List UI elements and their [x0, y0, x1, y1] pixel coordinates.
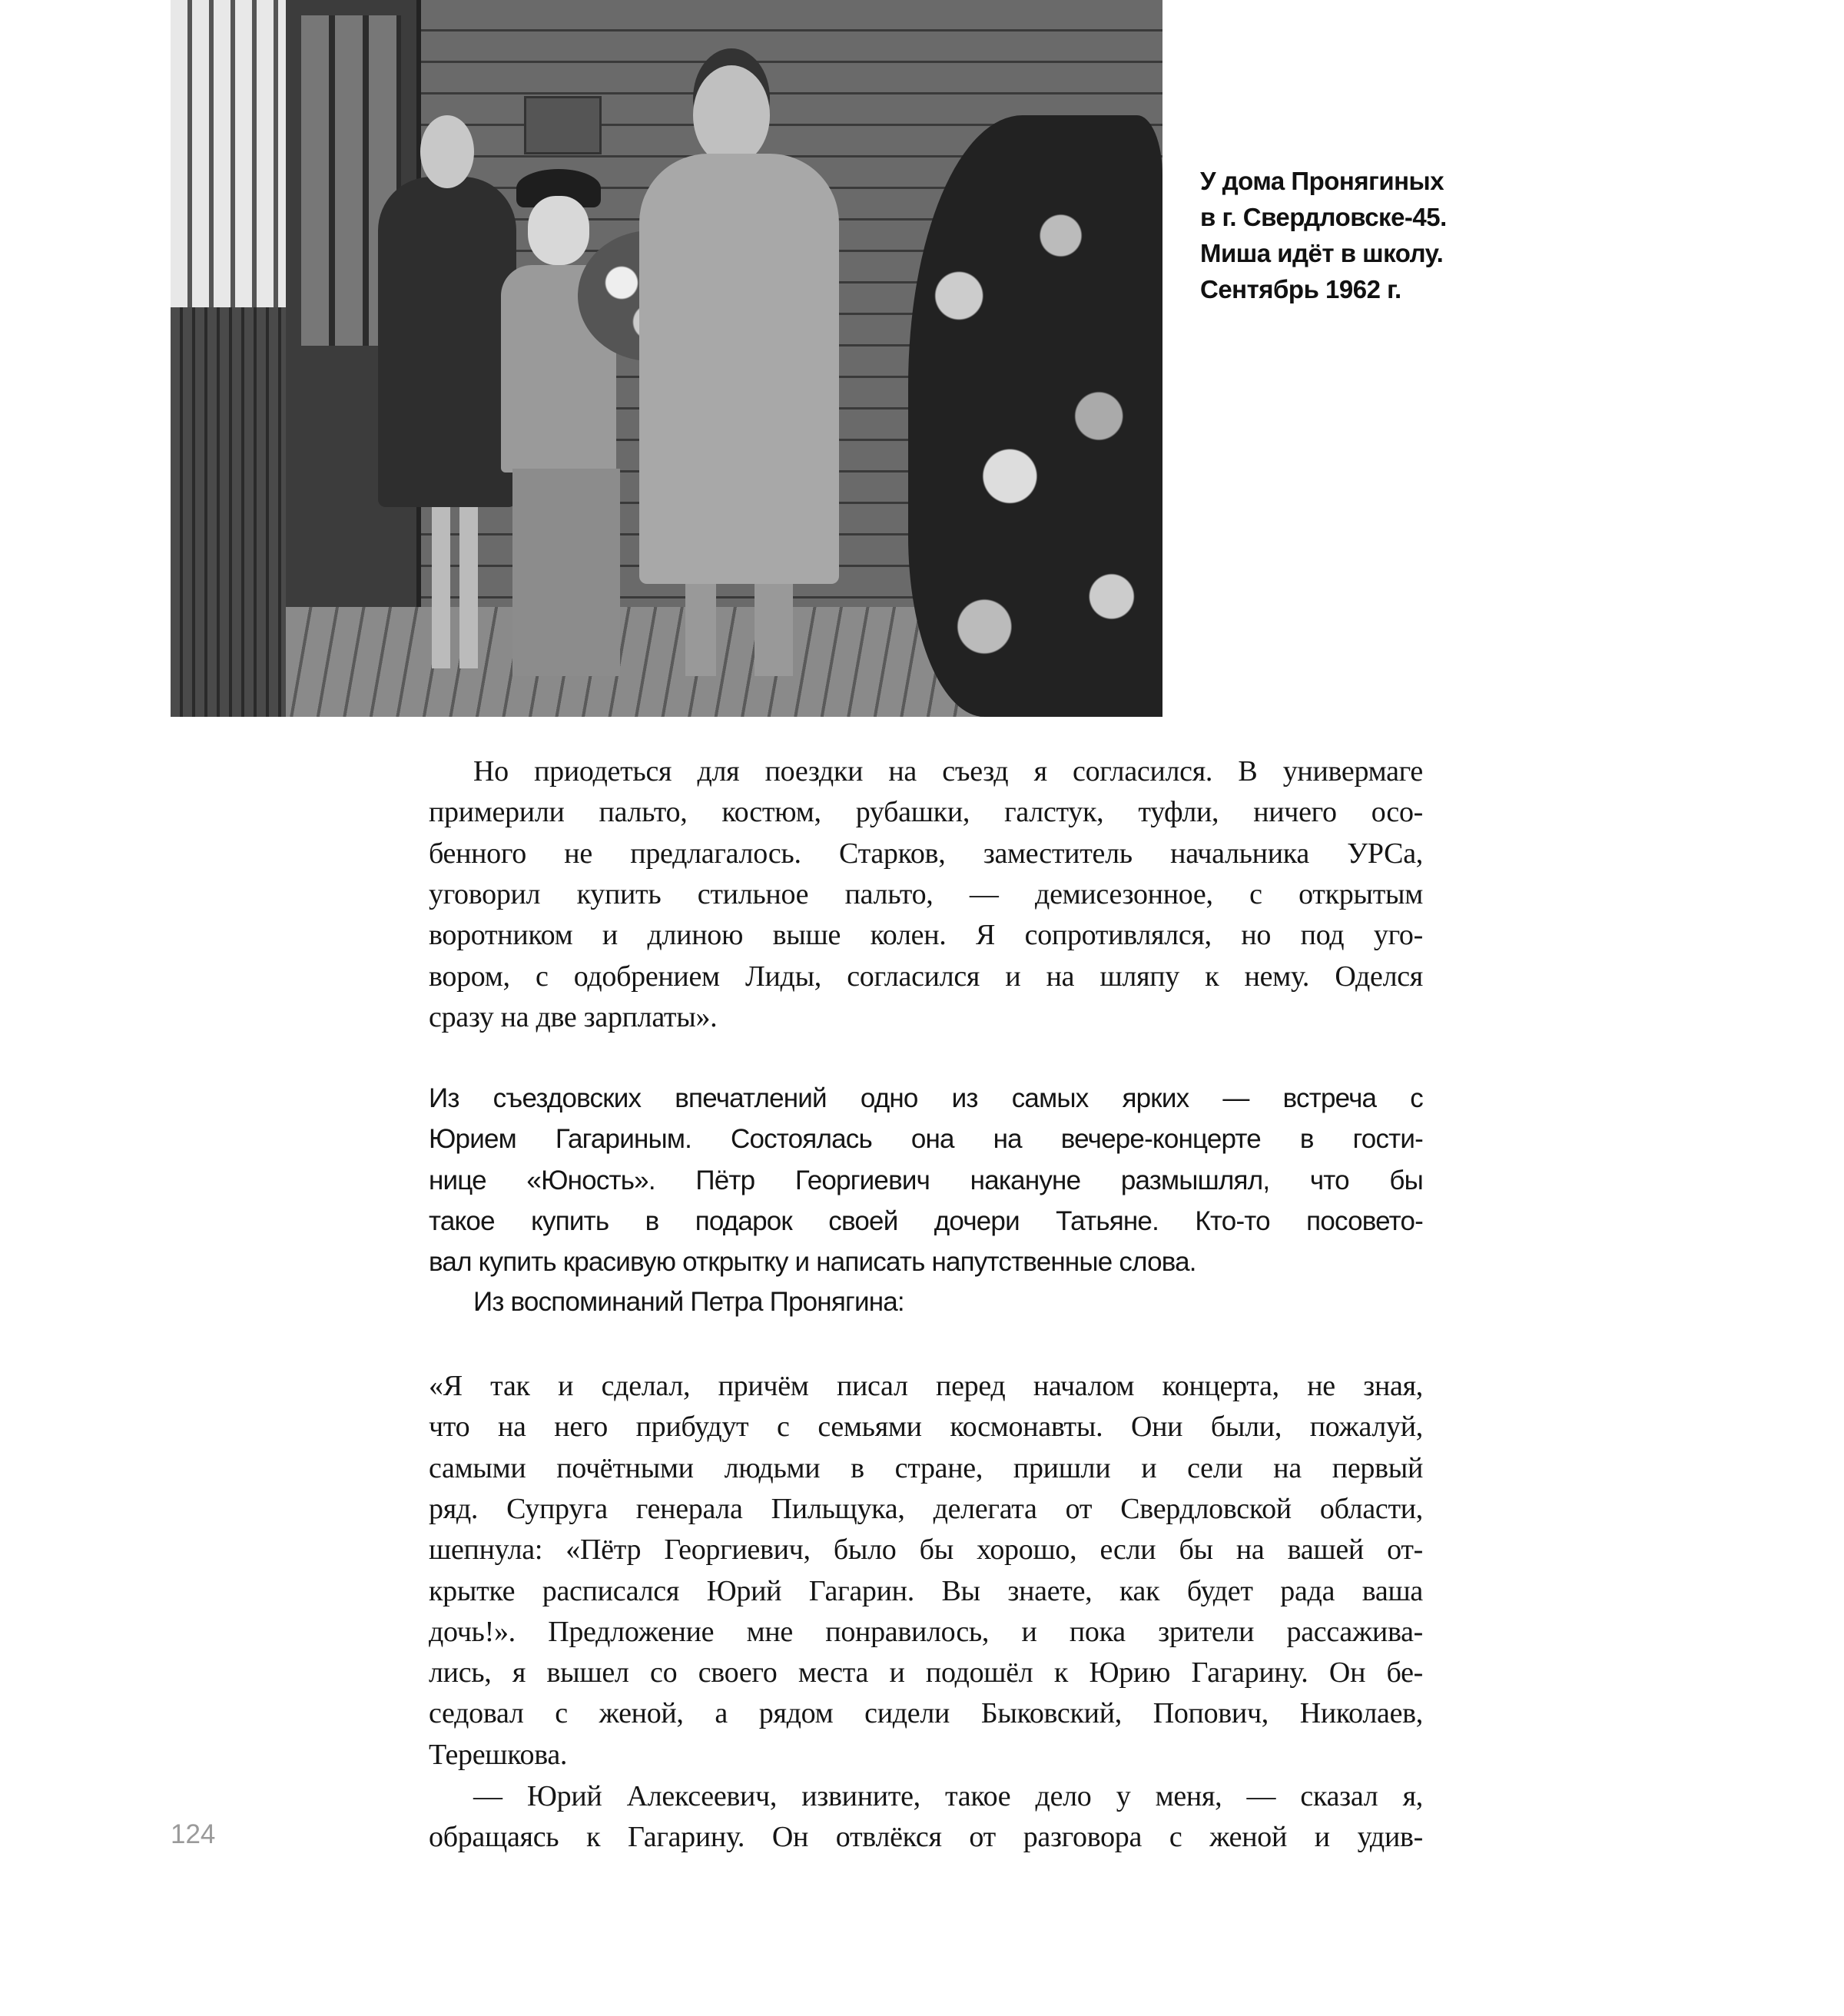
photo-wall-left	[171, 307, 286, 717]
paragraph-1-line: примерили пальто, костюм, рубашки, галстук, туфли, ничего осо-	[429, 796, 1423, 829]
paragraph-2-line: Юрием Гагариным. Состоялась она на вечере-концерте в гости-	[429, 1124, 1423, 1155]
photo-boy-trousers	[512, 469, 620, 676]
photo-woman-head	[693, 65, 770, 165]
photo-window-frame	[171, 0, 286, 307]
archival-photo	[171, 0, 1162, 717]
paragraph-4-line: лись, я вышел со своего места и подошёл к Юрию Гагарину. Он бе-	[429, 1656, 1423, 1689]
paragraph-1-line: Но приодеться для поездки на съезд я согласился. В универмаге	[473, 755, 1423, 788]
photo-bush	[908, 115, 1162, 717]
photo-girl	[378, 177, 516, 507]
paragraph-5-line: обращаясь к Гагарину. Он отвлёкся от разговора с женой и удив-	[429, 1821, 1423, 1854]
photo-caption	[1200, 163, 1447, 307]
caption-line: Миша идёт в школу.	[1200, 239, 1444, 267]
photo-girl-head	[420, 115, 474, 188]
paragraph-4-line: самыми почётными людьми в стране, пришли и сели на первый	[429, 1451, 1423, 1484]
paragraph-2-line: Из съездовских впечатлений одно из самых ярких — встреча с	[429, 1083, 1423, 1113]
paragraph-1-line: сразу на две зарплаты».	[429, 1000, 718, 1033]
paragraph-5-line: — Юрий Алексеевич, извините, такое дело у меня, — сказал я,	[473, 1780, 1423, 1812]
paragraph-4-line: седовал с женой, а рядом сидели Быковский, Попович, Николаев,	[429, 1697, 1423, 1730]
photo-girl-legs	[432, 507, 478, 668]
paragraph-1-line: воротником и длиною выше колен. Я сопротивлялся, но под уго-	[429, 919, 1423, 952]
page-number: 124	[171, 1819, 216, 1849]
paragraph-1-line: бенного не предлагалось. Старков, заместитель начальника УРСа,	[429, 837, 1423, 870]
paragraph-2-line: такое купить в подарок своей дочери Татьяне. Кто-то посовето-	[429, 1205, 1423, 1236]
paragraph-4-line: дочь!». Предложение мне понравилось, и пока зрители рассажива-	[429, 1615, 1423, 1648]
photo-woman-legs	[685, 584, 793, 676]
paragraph-2-line: вал купить красивую открытку и написать напутственные слова.	[429, 1247, 1196, 1278]
paragraph-4-line: что на него прибудут с семьями космонавты. Они были, пожалуй,	[429, 1411, 1423, 1444]
paragraph-4-line: шепнула: «Пётр Георгиевич, было бы хорошо, если бы на вашей от-	[429, 1534, 1423, 1567]
paragraph-3-line: Из воспоминаний Петра Пронягина:	[473, 1287, 904, 1317]
paragraph-1-line: вором, с одобрением Лиды, согласился и на шляпу к нему. Оделся	[429, 960, 1423, 993]
paragraph-4-line: ряд. Супруга генерала Пильщука, делегата от Свердловской области,	[429, 1492, 1423, 1525]
paragraph-4-line: крытке расписался Юрий Гагарин. Вы знаете, как будет рада ваша	[429, 1574, 1423, 1607]
paragraph-4-line: Терешкова.	[429, 1738, 568, 1771]
photo-boy-head	[528, 196, 589, 265]
photo-plaque	[524, 96, 602, 154]
caption-line: У дома Пронягиных	[1200, 167, 1444, 195]
caption-line: в г. Свердловске-45.	[1200, 203, 1447, 231]
paragraph-4-line: «Я так и сделал, причём писал перед началом концерта, не зная,	[429, 1370, 1423, 1402]
paragraph-1-line: уговорил купить стильное пальто, — демисезонное, с открытым	[429, 877, 1423, 910]
paragraph-2-line: нице «Юность». Пётр Георгиевич накануне размышлял, что бы	[429, 1165, 1423, 1195]
photo-woman-coat	[639, 154, 839, 584]
caption-line: Сентябрь 1962 г.	[1200, 275, 1401, 303]
